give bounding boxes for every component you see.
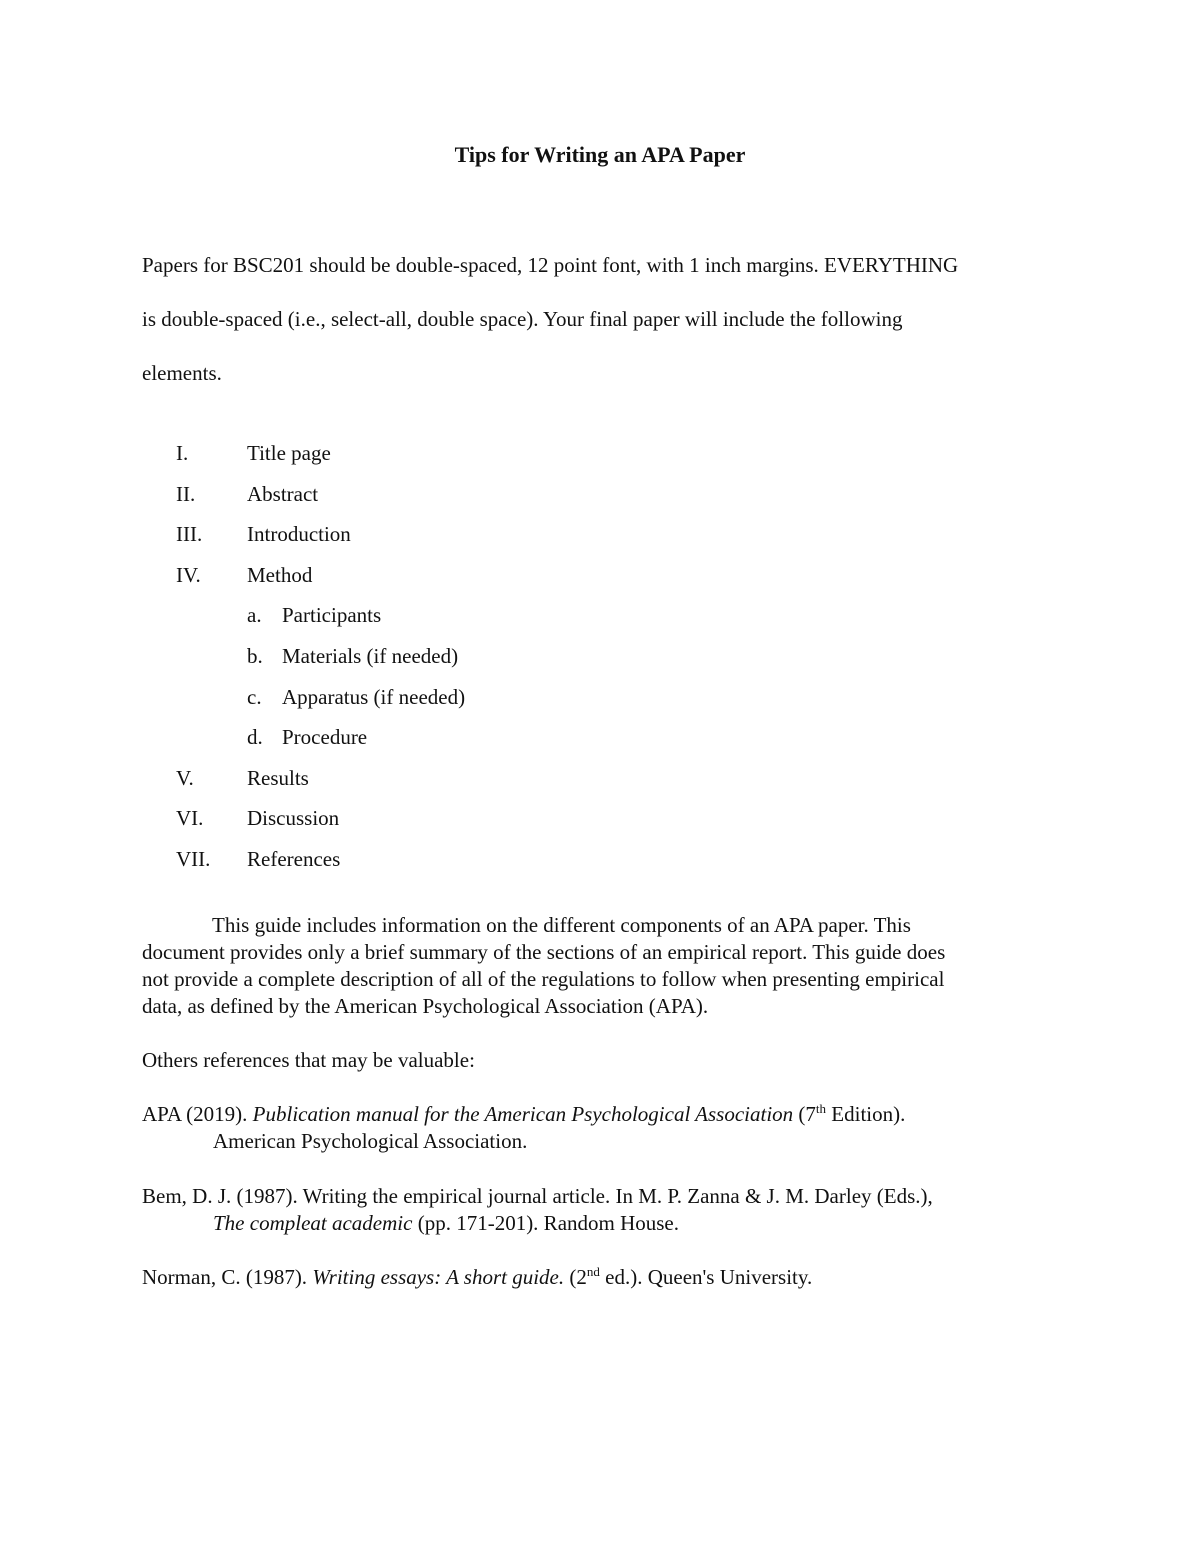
outline-item [176,560,776,601]
outline-label: Results [247,765,309,790]
references-heading: Others references that may be valuable: [142,1048,475,1072]
reference-text: (2 [564,1265,587,1289]
reference-line [142,1264,1102,1291]
outline-numeral: I. [176,441,189,465]
outline-sub-letter: b. [247,643,263,668]
reference-line [142,1210,1102,1237]
reference-entry [142,1183,1102,1237]
outline-numeral: VI. [176,806,204,831]
guide-line: document provides only a brief summary of the sections of an empirical report. This guide does [142,940,946,964]
paper-outline-list [176,438,776,885]
page-title: Tips for Writing an APA Paper [454,142,746,167]
outline-label: Discussion [247,806,340,831]
outline-subitem [176,682,776,723]
outline-numeral: IV. [176,562,201,587]
outline-item [176,803,776,844]
outline-numeral: III. [176,522,203,547]
intro-line: is double-spaced (i.e., select-all, double space). Your final paper will include the following [142,307,903,331]
outline-item [176,438,776,479]
reference-line [142,1128,1102,1155]
outline-item [176,844,776,885]
outline-numeral: VII. [176,846,211,871]
reference-book-title: The compleat academic [213,1211,413,1235]
guide-paragraph [142,912,1062,1020]
outline-sub-label: Materials (if needed) [282,643,459,668]
reference-author-year: Norman, C. (1987). [142,1265,313,1289]
reference-title: Publication manual for the American Psychological Association [252,1102,794,1126]
reference-text: Edition). [826,1102,906,1126]
reference-text: (7 [793,1102,816,1126]
reference-text: ed.). Queen's University. [599,1265,813,1289]
outline-subitem [176,600,776,641]
outline-subitem [176,722,776,763]
outline-label: Abstract [247,481,319,506]
outline-item [176,763,776,804]
reference-entry [142,1264,1102,1291]
outline-sub-label: Apparatus (if needed) [282,684,466,709]
intro-line: Papers for BSC201 should be double-spaced, 12 point font, with 1 inch margins. EVERYTHING [142,253,959,277]
outline-subitem [176,641,776,682]
outline-sub-label: Participants [282,603,382,628]
reference-superscript: th [815,1101,827,1116]
reference-line [142,1101,1102,1128]
outline-numeral: II. [176,481,196,506]
intro-line: elements. [142,361,222,385]
outline-label: References [247,846,341,871]
outline-item [176,479,776,520]
reference-entry [142,1101,1102,1155]
reference-publisher: American Psychological Association. [213,1129,528,1153]
outline-label: Introduction [247,522,351,547]
reference-text: (pp. 171-201). Random House. [412,1211,680,1235]
outline-sub-letter: a. [247,603,262,628]
outline-sub-letter: c. [247,684,262,709]
reference-author-year: APA (2019). [142,1102,253,1126]
guide-line: This guide includes information on the different components of an APA paper. This [212,913,911,937]
outline-label: Title page [247,441,331,465]
reference-superscript: nd [586,1264,600,1279]
outline-sub-label: Procedure [282,725,368,750]
outline-label: Method [247,562,313,587]
guide-line: data, as defined by the American Psychological Association (APA). [142,994,709,1018]
outline-numeral: V. [176,765,194,790]
intro-paragraph [142,250,1072,412]
guide-line: not provide a complete description of all of the regulations to follow when presenting empirical [142,967,945,991]
reference-title: Writing essays: A short guide. [312,1265,565,1289]
outline-item [176,519,776,560]
reference-line: Bem, D. J. (1987). Writing the empirical journal article. In M. P. Zanna & J. M. Darley (Eds.), [142,1184,933,1208]
outline-sub-letter: d. [247,725,263,750]
